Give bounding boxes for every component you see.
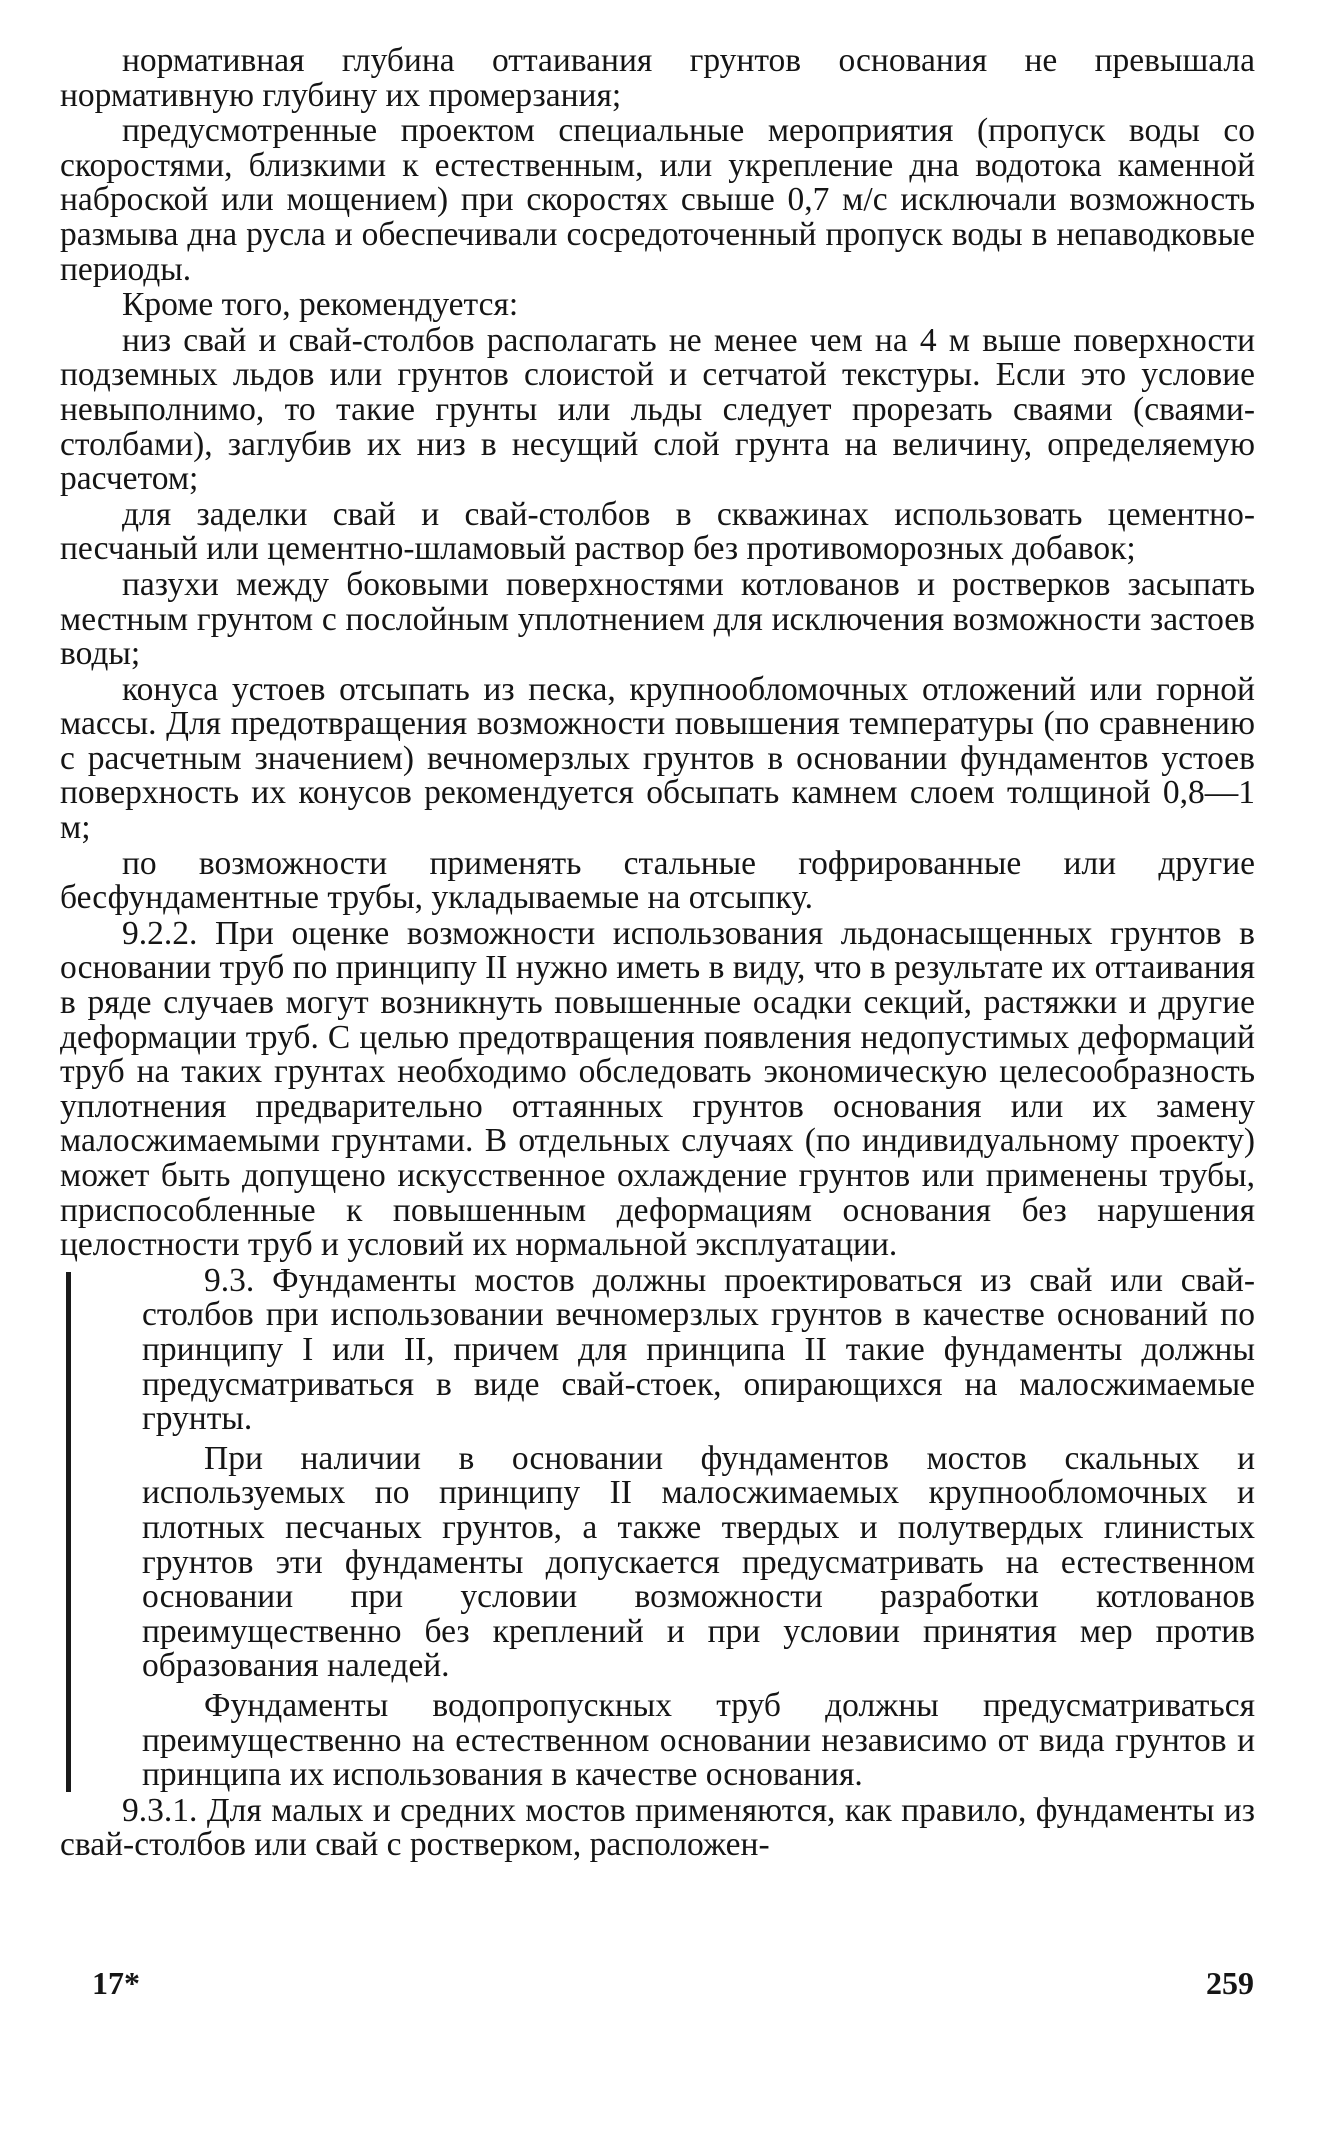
paragraph-9-2-2: 9.2.2. При оценке возможности использования льдонасыщенных грунтов в основании труб по принципу II нужно иметь в виду, что в результате их оттаивания в ряде случаев могут возникнуть повышенные осадки секций, растяжки и другие деформации труб. С целью предотвращения появления недопустимых деформаций труб на таких грунтах необходимо обследовать экономическую целесообразность уплотнения предварительно оттаянных грунтов основания или их замену малосжимаемыми грунтами. В отдельных случаях (по индивидуальному проекту) может быть допущено искусственное охлаждение грунтов или применены трубы, приспособленные к повышенным деформациям основания без нарушения целостности труб и условий их нормальной эксплуатации. [60, 914, 1255, 1264]
paragraph-9-3: 9.3. Фундаменты мостов должны проектироваться из свай или свай-столбов при использовании вечномерзлых грунтов в качестве оснований по принципу I или II, причем для принципа II такие фундаменты должны предусматриваться в виде свай-стоек, опирающихся на малосжимаемые грунты. [142, 1261, 1255, 1438]
paragraph: конуса устоев отсыпать из песка, крупнообломочных отложений или горной массы. Для предотвращения возможности повышения температуры (по сравнению с расчетным значением) вечномерзлых грунтов в основании фундаментов устоев поверхность их конусов рекомендуется обсыпать камнем слоем толщиной 0,8—1 м; [60, 670, 1255, 847]
page-number: 259 [1206, 1965, 1254, 2001]
paragraph: низ свай и свай-столбов располагать не менее чем на 4 м выше поверхности подземных льдов или грунтов слоистой и сетчатой текстуры. Если это условие невыполнимо, то такие грунты или льды следует прорезать сваями (сваями-столбами), заглубив их низ в несущий слой грунта на величину, определяемую расчетом; [60, 321, 1255, 498]
paragraph: Фундаменты водопропускных труб должны предусматриваться преимущественно на естественном основании независимо от вида грунтов и принципа их использования в качестве основания. [142, 1686, 1255, 1794]
paragraph: При наличии в основании фундаментов мостов скальных и используемых по принципу II малосжимаемых крупнообломочных и плотных песчаных грунтов, а также твердых и полутвердых глинистых грунтов эти фундаменты допускается предусматривать на естественном основании при условии возможности разработки котлованов преимущественно без креплений и при условии принятия мер против образования наледей. [142, 1439, 1255, 1685]
change-marker-line [66, 1272, 71, 1792]
page-footer [92, 1965, 1254, 2005]
paragraph-9-3-1: 9.3.1. Для малых и средних мостов применяются, как правило, фундаменты из свай-столбов или свай с ростверком, расположен- [60, 1791, 1255, 1864]
paragraph: пазухи между боковыми поверхностями котлованов и ростверков засыпать местным грунтом с послойным уплотнением для исключения возможности застоев воды; [60, 565, 1255, 673]
section-9-3-block [60, 1261, 1255, 1794]
page-body [60, 44, 1255, 1864]
paragraph: Кроме того, рекомендуется: [122, 286, 519, 324]
paragraph: по возможности применять стальные гофрированные или другие бесфундаментные трубы, укладываемые на отсыпку. [60, 844, 1255, 917]
signature-mark: 17* [92, 1965, 140, 2001]
paragraph: для заделки свай и свай-столбов в скважинах использовать цементно-песчаный или цементно-шламовый раствор без противоморозных добавок; [60, 495, 1255, 568]
paragraph: нормативная глубина оттаивания грунтов основания не превышала нормативную глубину их промерзания; [60, 42, 1255, 114]
paragraph: предусмотренные проектом специальные мероприятия (пропуск воды со скоростями, близкими к естественным, или укрепление дна водотока каменной наброской или мощением) при скоростях свыше 0,7 м/с исключали возможность размыва дна русла и обеспечивали сосредоточенный пропуск воды в непаводковые периоды. [60, 112, 1255, 288]
